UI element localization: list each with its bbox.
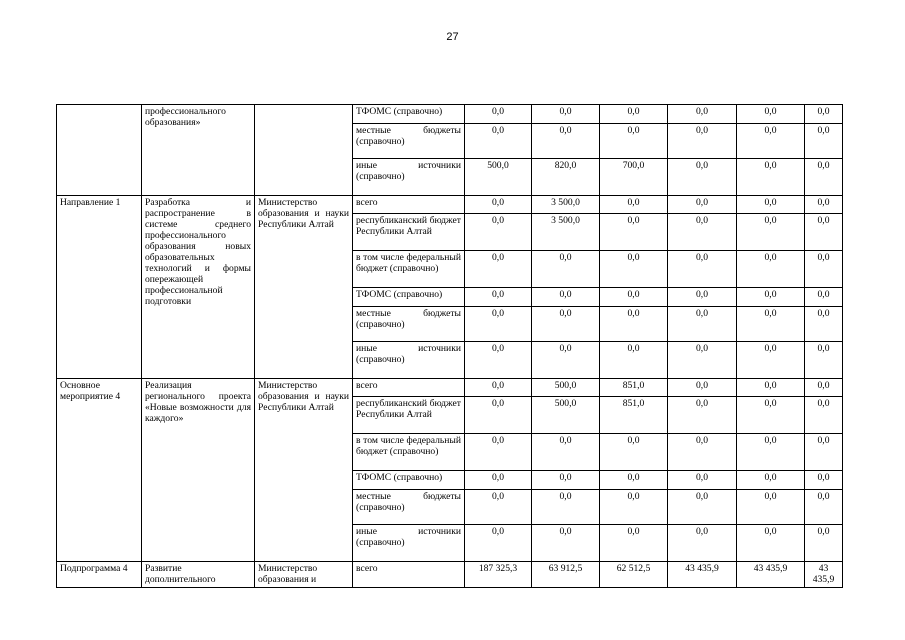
funding-value: 0,0: [668, 105, 737, 124]
funding-value: 820,0: [532, 159, 600, 196]
funding-value: 0,0: [532, 251, 600, 288]
funding-value: 0,0: [668, 196, 737, 214]
funding-source: ТФОМС (справочно): [353, 288, 465, 307]
funding-source: иные источники (справочно): [353, 159, 465, 196]
funding-value: 0,0: [668, 471, 737, 490]
funding-value: 0,0: [532, 525, 600, 562]
funding-source: всего: [353, 196, 465, 214]
row-executor: Министерство образования и науки Республики Алтай: [255, 379, 353, 562]
funding-value: 0,0: [600, 434, 668, 471]
funding-value: 43 435,9: [737, 562, 805, 588]
funding-value: 851,0: [600, 397, 668, 434]
funding-value: 500,0: [532, 397, 600, 434]
funding-value: 0,0: [532, 342, 600, 379]
funding-value: 0,0: [465, 471, 532, 490]
row-executor: Министерство образования и: [255, 562, 353, 588]
funding-source: местные бюджеты (справочно): [353, 490, 465, 525]
funding-source: республиканский бюджет Республики Алтай: [353, 214, 465, 251]
funding-source: в том числе федеральный бюджет (справочно): [353, 251, 465, 288]
row-code: Направление 1: [57, 196, 142, 379]
row-code: [57, 105, 142, 196]
funding-value: 0,0: [600, 196, 668, 214]
funding-value: 0,0: [805, 525, 843, 562]
funding-value: 0,0: [600, 490, 668, 525]
row-code: Основное мероприятие 4: [57, 379, 142, 562]
funding-source: ТФОМС (справочно): [353, 105, 465, 124]
funding-value: 63 912,5: [532, 562, 600, 588]
table-row: [57, 105, 843, 124]
funding-value: 0,0: [737, 342, 805, 379]
row-name: Реализация регионального проекта «Новые возможности для каждого»: [142, 379, 255, 562]
funding-value: 0,0: [532, 490, 600, 525]
funding-value: 0,0: [737, 288, 805, 307]
funding-value: 0,0: [737, 379, 805, 397]
funding-value: 0,0: [465, 379, 532, 397]
funding-value: 0,0: [668, 525, 737, 562]
funding-value: 0,0: [532, 105, 600, 124]
funding-value: 0,0: [668, 288, 737, 307]
funding-value: 0,0: [532, 471, 600, 490]
funding-value: 0,0: [668, 124, 737, 159]
funding-value: 0,0: [737, 251, 805, 288]
funding-value: 0,0: [737, 307, 805, 342]
funding-value: 0,0: [532, 288, 600, 307]
funding-value: 0,0: [668, 251, 737, 288]
funding-value: 0,0: [805, 124, 843, 159]
funding-value: 0,0: [805, 288, 843, 307]
funding-value: 0,0: [532, 124, 600, 159]
funding-value: 0,0: [805, 214, 843, 251]
row-name: Разработка и распространение в системе среднего профессионального образования новых образовательных технологий и формы опережающей профессиональной подготовки: [142, 196, 255, 379]
funding-value: 0,0: [737, 196, 805, 214]
budget-table: [56, 104, 843, 588]
funding-value: 0,0: [532, 434, 600, 471]
row-name: профессионального образования»: [142, 105, 255, 196]
table-row: [57, 379, 843, 397]
funding-value: 43 435,9: [668, 562, 737, 588]
funding-value: 0,0: [600, 288, 668, 307]
funding-value: 0,0: [805, 307, 843, 342]
funding-value: 0,0: [805, 251, 843, 288]
funding-value: 0,0: [737, 471, 805, 490]
funding-value: 0,0: [805, 490, 843, 525]
funding-value: 0,0: [465, 251, 532, 288]
funding-value: 0,0: [465, 124, 532, 159]
funding-value: 0,0: [532, 307, 600, 342]
funding-value: 500,0: [532, 379, 600, 397]
funding-value: 0,0: [737, 124, 805, 159]
funding-value: 0,0: [600, 214, 668, 251]
funding-value: 0,0: [465, 105, 532, 124]
funding-source: иные источники (справочно): [353, 342, 465, 379]
page-number: 27: [446, 31, 459, 43]
funding-value: 0,0: [600, 525, 668, 562]
funding-source: иные источники (справочно): [353, 525, 465, 562]
funding-value: 0,0: [465, 490, 532, 525]
funding-value: 187 325,3: [465, 562, 532, 588]
table-row: [57, 196, 843, 214]
funding-value: 0,0: [600, 342, 668, 379]
funding-source: всего: [353, 379, 465, 397]
funding-source: ТФОМС (справочно): [353, 471, 465, 490]
funding-value: 3 500,0: [532, 214, 600, 251]
funding-value: 0,0: [737, 490, 805, 525]
funding-value: 0,0: [805, 196, 843, 214]
funding-value: 0,0: [805, 105, 843, 124]
funding-value: 0,0: [668, 307, 737, 342]
funding-value: 0,0: [465, 196, 532, 214]
funding-value: 62 512,5: [600, 562, 668, 588]
funding-value: 0,0: [805, 342, 843, 379]
funding-value: 0,0: [668, 379, 737, 397]
funding-value: 851,0: [600, 379, 668, 397]
funding-source: республиканский бюджет Республики Алтай: [353, 397, 465, 434]
funding-value: 700,0: [600, 159, 668, 196]
funding-value: 0,0: [668, 159, 737, 196]
table-row: [57, 562, 843, 588]
funding-value: 0,0: [737, 397, 805, 434]
row-name: Развитие дополнительного: [142, 562, 255, 588]
funding-value: 3 500,0: [532, 196, 600, 214]
funding-source: местные бюджеты (справочно): [353, 124, 465, 159]
funding-value: 0,0: [600, 124, 668, 159]
funding-value: 0,0: [737, 434, 805, 471]
row-code: Подпрограмма 4: [57, 562, 142, 588]
funding-value: 43 435,9: [805, 562, 843, 588]
funding-value: 0,0: [668, 434, 737, 471]
funding-value: 0,0: [805, 159, 843, 196]
funding-value: 0,0: [465, 434, 532, 471]
funding-value: 0,0: [737, 214, 805, 251]
funding-value: 0,0: [465, 307, 532, 342]
funding-value: 0,0: [668, 490, 737, 525]
funding-value: 0,0: [737, 105, 805, 124]
funding-value: 0,0: [465, 288, 532, 307]
funding-value: 0,0: [465, 342, 532, 379]
funding-value: 0,0: [600, 307, 668, 342]
funding-value: 0,0: [805, 434, 843, 471]
funding-source: в том числе федеральный бюджет (справочно): [353, 434, 465, 471]
funding-value: 0,0: [805, 471, 843, 490]
funding-value: 500,0: [465, 159, 532, 196]
funding-value: 0,0: [668, 342, 737, 379]
funding-value: 0,0: [805, 397, 843, 434]
funding-value: 0,0: [600, 471, 668, 490]
row-executor: [255, 105, 353, 196]
funding-value: 0,0: [465, 525, 532, 562]
funding-value: 0,0: [668, 214, 737, 251]
funding-value: 0,0: [465, 397, 532, 434]
funding-value: 0,0: [737, 525, 805, 562]
funding-source: всего: [353, 562, 465, 588]
funding-value: 0,0: [668, 397, 737, 434]
funding-source: местные бюджеты (справочно): [353, 307, 465, 342]
funding-value: 0,0: [805, 379, 843, 397]
funding-value: 0,0: [600, 251, 668, 288]
funding-value: 0,0: [737, 159, 805, 196]
funding-value: 0,0: [600, 105, 668, 124]
table-body: [57, 105, 843, 588]
row-executor: Министерство образования и науки Республики Алтай: [255, 196, 353, 379]
funding-value: 0,0: [465, 214, 532, 251]
